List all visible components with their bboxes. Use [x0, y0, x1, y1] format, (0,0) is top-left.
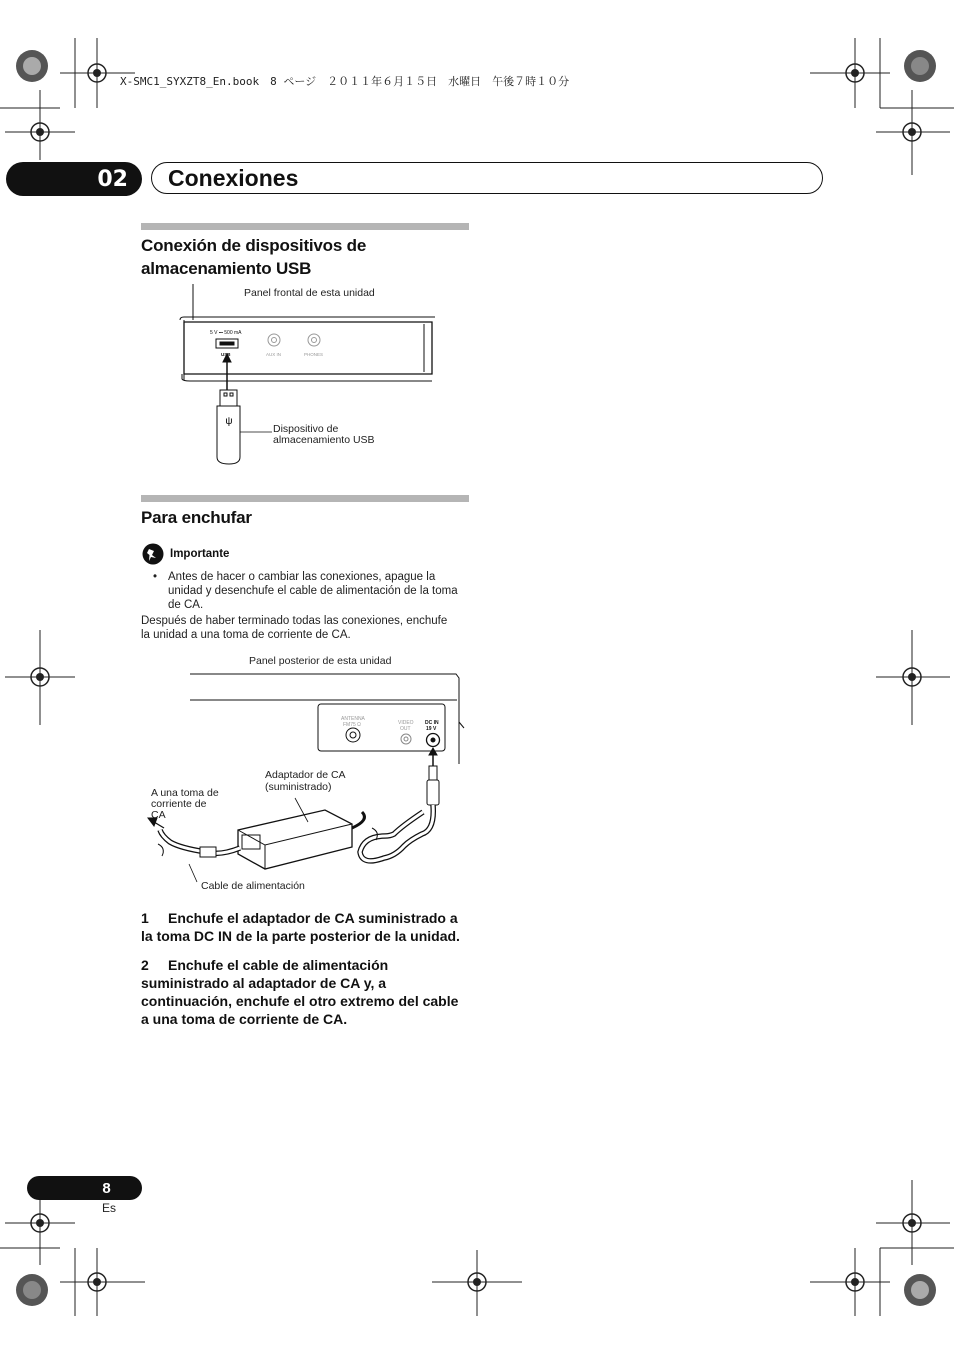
video-out-label-line2: OUT: [400, 726, 411, 732]
paragraph-line1: Después de haber terminado todas las conexiones, enchufe: [141, 615, 448, 627]
power-connection-figure: [140, 652, 470, 897]
page-language: Es: [102, 1201, 117, 1215]
section-divider: [141, 495, 469, 502]
video-out-label-line1: VIDEO: [398, 720, 414, 726]
bullet-marker: •: [153, 571, 158, 583]
usb-title-line1: Conexión de dispositivos de: [141, 236, 367, 255]
print-header: X-SMC1_SYXZT8_En.book 8 ページ ２０１１年６月１５日 水曜日 午後７時１０分: [120, 75, 570, 88]
bullet-line1: Antes de hacer o cambiar las conexiones, apague la: [168, 571, 436, 583]
phones-label: PHONES: [304, 352, 324, 357]
outlet-label-line1: A una toma de: [151, 787, 219, 799]
important-label: Importante: [170, 548, 230, 560]
usb-connection-figure: [170, 282, 470, 472]
chapter-title: Conexiones: [151, 162, 823, 194]
aux-in-label: AUX IN: [266, 352, 282, 357]
step-1-line1: Enchufe el adaptador de CA suministrado a: [168, 910, 458, 926]
step-2-line4: a una toma de corriente de CA.: [141, 1011, 348, 1027]
usb-trident-icon: ψ: [225, 416, 233, 427]
important-icon: [142, 543, 164, 565]
usb-port-label: USB: [221, 352, 231, 357]
usb-device-label-line2: almacenamiento USB: [273, 434, 375, 446]
bullet-line2: unidad y desenchufe el cable de alimentación de la toma: [168, 585, 458, 597]
dc-in-label-line1: DC IN: [425, 720, 439, 726]
section-divider: [141, 223, 469, 230]
intro-paragraph: [141, 614, 471, 642]
outlet-label-line3: CA: [151, 809, 166, 821]
usb-section-title: [141, 234, 366, 280]
outlet-label-line2: corriente de: [151, 798, 207, 810]
chapter-number-badge: 02: [6, 162, 142, 196]
page-number: 8: [27, 1176, 142, 1200]
step-1-number: 1: [141, 910, 149, 926]
ac-adapter-label-line1: Adaptador de CA: [265, 769, 346, 781]
step-2-line3: continuación, enchufe el otro extremo del cable: [141, 993, 459, 1009]
important-bullet: [168, 570, 473, 612]
step-2-line1: Enchufe el cable de alimentación: [168, 957, 389, 973]
rear-panel-label: Panel posterior de esta unidad: [249, 655, 392, 667]
step-2: [141, 956, 471, 1028]
power-cable-label: Cable de alimentación: [201, 880, 305, 892]
dc-in-label-line2: 19 V: [426, 726, 437, 732]
plug-section-title: Para enchufar: [141, 508, 252, 527]
step-2-number: 2: [141, 957, 149, 973]
ac-adapter-label-line2: (suministrado): [265, 781, 332, 793]
usb-device-label-line1: Dispositivo de: [273, 423, 339, 435]
usb-rating-label: 5 V ⎓ 500 mA: [210, 330, 242, 336]
step-2-line2: suministrado al adaptador de CA y, a: [141, 975, 387, 991]
front-panel-label: Panel frontal de esta unidad: [244, 287, 375, 299]
antenna-label-line2: FM75 Ω: [343, 722, 361, 728]
step-1: [141, 909, 471, 945]
usb-title-line2: almacenamiento USB: [141, 259, 312, 278]
paragraph-line2: la unidad a una toma de corriente de CA.: [141, 629, 351, 641]
step-1-line2: la toma DC IN de la parte posterior de la unidad.: [141, 928, 460, 944]
antenna-label-line1: ANTENNA: [341, 716, 365, 722]
bullet-line3: de CA.: [168, 599, 204, 611]
